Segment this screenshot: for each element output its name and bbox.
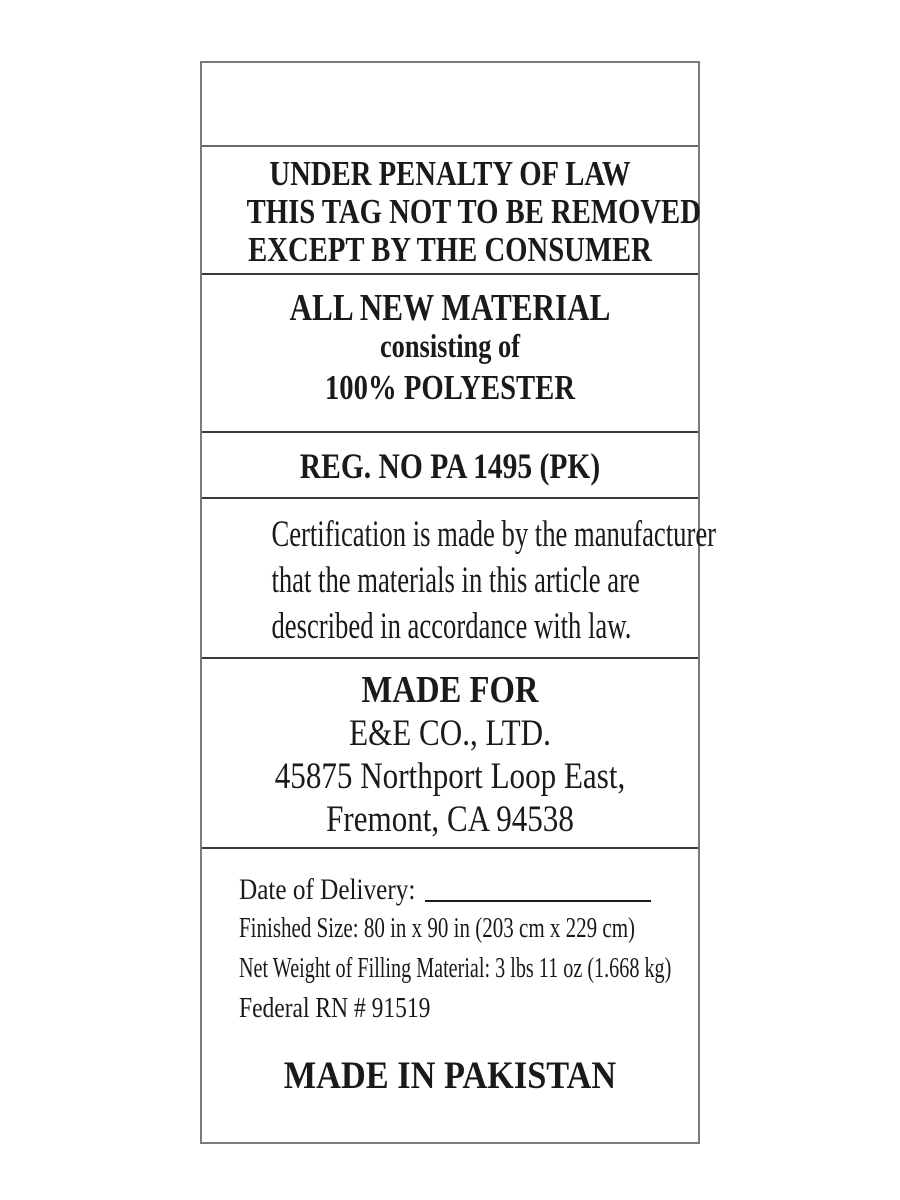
- law-notice-line-1: UNDER PENALTY OF LAW: [269, 154, 631, 193]
- finished-size: Finished Size: 80 in x 90 in (203 cm x 229 cm): [239, 913, 636, 944]
- registration-number: REG. NO PA 1495 (PK): [299, 446, 601, 486]
- registration-section: [202, 433, 698, 499]
- federal-rn: Federal RN # 91519: [239, 993, 431, 1024]
- net-weight: Net Weight of Filling Material: 3 lbs 11 oz (1.668 kg): [239, 953, 672, 984]
- address-line-2: Fremont, CA 94538: [326, 799, 574, 840]
- company-name: E&E CO., LTD.: [349, 713, 551, 754]
- certification-section: [202, 499, 717, 659]
- address-line-1: 45875 Northport Loop East,: [274, 756, 626, 797]
- law-notice-line-2: THIS TAG NOT TO BE REMOVED: [246, 192, 701, 231]
- delivery-date-row: [239, 869, 698, 909]
- delivery-date-label: Date of Delivery:: [239, 873, 416, 906]
- details-section: [202, 849, 698, 1142]
- material-section: [202, 275, 698, 433]
- made-for-title: MADE FOR: [361, 669, 539, 711]
- material-composition: 100% POLYESTER: [324, 368, 576, 407]
- law-notice-line-3: EXCEPT BY THE CONSUMER: [248, 230, 652, 269]
- material-subtitle: consisting of: [379, 329, 521, 365]
- certification-line-2: that the materials in this article are: [271, 560, 640, 601]
- delivery-date-blank-line: [425, 900, 651, 902]
- certification-line-3: described in accordance with law.: [271, 606, 632, 647]
- material-title: ALL NEW MATERIAL: [289, 287, 611, 329]
- certification-line-1: Certification is made by the manufacturer: [271, 514, 717, 555]
- country-of-origin: MADE IN PAKISTAN: [283, 1054, 617, 1097]
- made-for-section: [202, 659, 698, 849]
- law-notice-section: [202, 147, 701, 275]
- blank-header-section: [202, 63, 698, 147]
- law-label-tag: [200, 61, 717, 1144]
